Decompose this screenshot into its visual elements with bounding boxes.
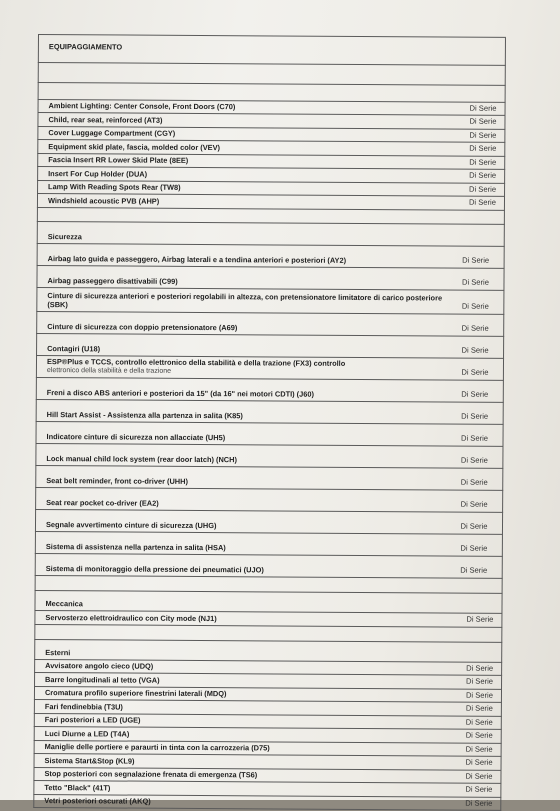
item-label: Insert For Cup Holder (DUA)	[48, 168, 148, 179]
item-value: Di Serie	[469, 103, 497, 113]
list-item	[35, 553, 503, 578]
section-header	[34, 639, 502, 662]
item-value: Di Serie	[461, 411, 489, 421]
item-label: Freni a disco ABS anteriori e posteriori da 15" (da 16" nei motori CDTI) (J60)	[46, 387, 314, 399]
item-label: Indicatore cinture di sicurezza non allacciate (UH5)	[46, 431, 226, 442]
item-label: Contagiri (U18)	[47, 343, 101, 353]
item-label: Servosterzo elettroidraulico con City mode (NJ1)	[45, 612, 217, 623]
list-item	[36, 287, 504, 314]
item-label: Barre longitudinali al tetto (VGA)	[45, 674, 160, 685]
item-value: Di Serie	[465, 798, 493, 808]
item-value: Di Serie	[469, 143, 497, 153]
list-item	[35, 531, 503, 556]
list-item	[37, 243, 505, 268]
item-label: Equipment skid plate, fascia, molded color (VEV)	[48, 141, 221, 152]
blank-row	[38, 63, 506, 86]
item-label: Seat belt reminder, front co-driver (UHH)	[46, 475, 188, 486]
item-label: Segnale avvertimento cinture di sicurezza (UHG)	[45, 519, 217, 530]
item-value: Di Serie	[465, 703, 493, 713]
list-item	[35, 509, 503, 534]
item-value: Di Serie	[460, 455, 488, 465]
list-item	[35, 443, 503, 468]
item-value: Di Serie	[465, 744, 493, 754]
item-value: Di Serie	[469, 130, 497, 140]
item-value: Di Serie	[469, 184, 497, 194]
item-label: Fari fendinebbia (T3U)	[44, 701, 123, 712]
item-label: Avvisatore angolo cieco (UDQ)	[45, 661, 154, 671]
item-label: Cover Luggage Compartment (CGY)	[48, 128, 176, 138]
item-label-main: ESP®Plus e TCCS, controllo elettronico della stabilità e della trazione (FX3) controllo	[46, 356, 346, 368]
item-value: Di Serie	[466, 663, 494, 673]
item-label-sub: elettronico della stabilità e della trazione	[46, 366, 172, 375]
item-label	[47, 357, 443, 377]
item-value: Di Serie	[461, 277, 490, 287]
list-item	[36, 377, 504, 402]
item-value: Di Serie	[460, 433, 489, 443]
item-label: Sistema di monitoraggio della pressione dei pneumatici (UJO)	[45, 563, 264, 574]
item-value: Di Serie	[462, 255, 490, 265]
item-label: Hill Start Assist - Assistenza alla partenza in salita (K85)	[46, 409, 243, 420]
item-label: Airbag lato guida e passeggero, Airbag laterali e a tendina anteriori e posteriori (AY2)	[47, 253, 347, 265]
item-value: Di Serie	[468, 197, 497, 207]
item-value: Di Serie	[466, 614, 494, 624]
item-label: Luci Diurne a LED (T4A)	[44, 728, 130, 739]
item-value: Di Serie	[465, 757, 493, 767]
item-label: Cinture di sicurezza anteriori e posteriori regolabili in altezza, con pretensionatore limitatore di carico posteriore (SBK)	[47, 290, 443, 309]
list-item	[36, 355, 504, 380]
table-title-row	[38, 35, 506, 66]
item-value: Di Serie	[461, 389, 489, 399]
list-item	[36, 333, 504, 358]
item-value: Di Serie	[469, 157, 497, 167]
item-value: Di Serie	[469, 116, 497, 126]
item-value: Di Serie	[465, 784, 493, 794]
item-value: Di Serie	[465, 771, 493, 781]
item-label: Vetri posteriori oscurati (AKQ)	[44, 796, 151, 806]
equipment-table	[33, 34, 506, 811]
item-value: Di Serie	[461, 323, 489, 333]
item-label: Fascia Insert RR Lower Skid Plate (8EE)	[48, 155, 189, 165]
item-value: Di Serie	[466, 676, 494, 686]
list-item	[33, 794, 501, 810]
item-label: Cromatura profilo superiore finestrini laterali (MDQ)	[44, 688, 227, 699]
item-value: Di Serie	[460, 521, 488, 531]
section-title: Esterni	[45, 647, 71, 657]
section-header	[37, 221, 505, 246]
item-label: Ambient Lighting: Center Console, Front Doors (C70)	[48, 101, 236, 112]
list-item	[35, 465, 503, 490]
section-header	[34, 590, 502, 613]
item-label: Seat rear pocket co-driver (EA2)	[46, 497, 159, 508]
item-value: Di Serie	[461, 345, 489, 355]
section-title: Meccanica	[45, 598, 83, 608]
item-value: Di Serie	[465, 690, 493, 700]
item-value: Di Serie	[465, 730, 493, 740]
item-value: Di Serie	[460, 543, 488, 553]
item-label: Sistema di assistenza nella partenza in salita (HSA)	[45, 541, 226, 552]
list-item	[36, 311, 504, 336]
item-value: Di Serie	[460, 477, 488, 487]
item-value: Di Serie	[460, 499, 488, 509]
item-value: Di Serie	[460, 565, 488, 575]
item-label: Lamp With Reading Spots Rear (TW8)	[48, 182, 181, 192]
list-item	[35, 421, 503, 446]
item-label: Lock manual child lock system (rear door latch) (NCH)	[46, 453, 237, 464]
section-title: Sicurezza	[47, 231, 82, 241]
item-value: Di Serie	[461, 301, 489, 311]
item-label: Sistema Start&Stop (KL9)	[44, 755, 135, 766]
item-label: Cinture di sicurezza con doppio pretensionatore (A69)	[47, 321, 238, 332]
item-label: Airbag passeggero disattivabili (C99)	[47, 275, 178, 286]
item-label: Stop posteriori con segnalazione frenata di emergenza (TS6)	[44, 769, 258, 780]
item-label: Windshield acoustic PVB (AHP)	[47, 195, 160, 206]
list-item	[35, 487, 503, 512]
item-value: Di Serie	[469, 170, 497, 180]
item-label: Child, rear seat, reinforced (AT3)	[48, 114, 163, 125]
list-item	[36, 265, 504, 290]
item-value: Di Serie	[465, 717, 493, 727]
item-label: Tetto "Black" (41T)	[44, 782, 111, 792]
table-title: EQUIPAGGIAMENTO	[48, 42, 123, 52]
item-label: Maniglie delle portiere e paraurti in tinta con la carrozzeria (D75)	[44, 742, 270, 753]
list-item	[36, 399, 504, 424]
item-value: Di Serie	[461, 367, 489, 377]
item-label: Fari posteriori a LED (UGE)	[44, 715, 141, 725]
